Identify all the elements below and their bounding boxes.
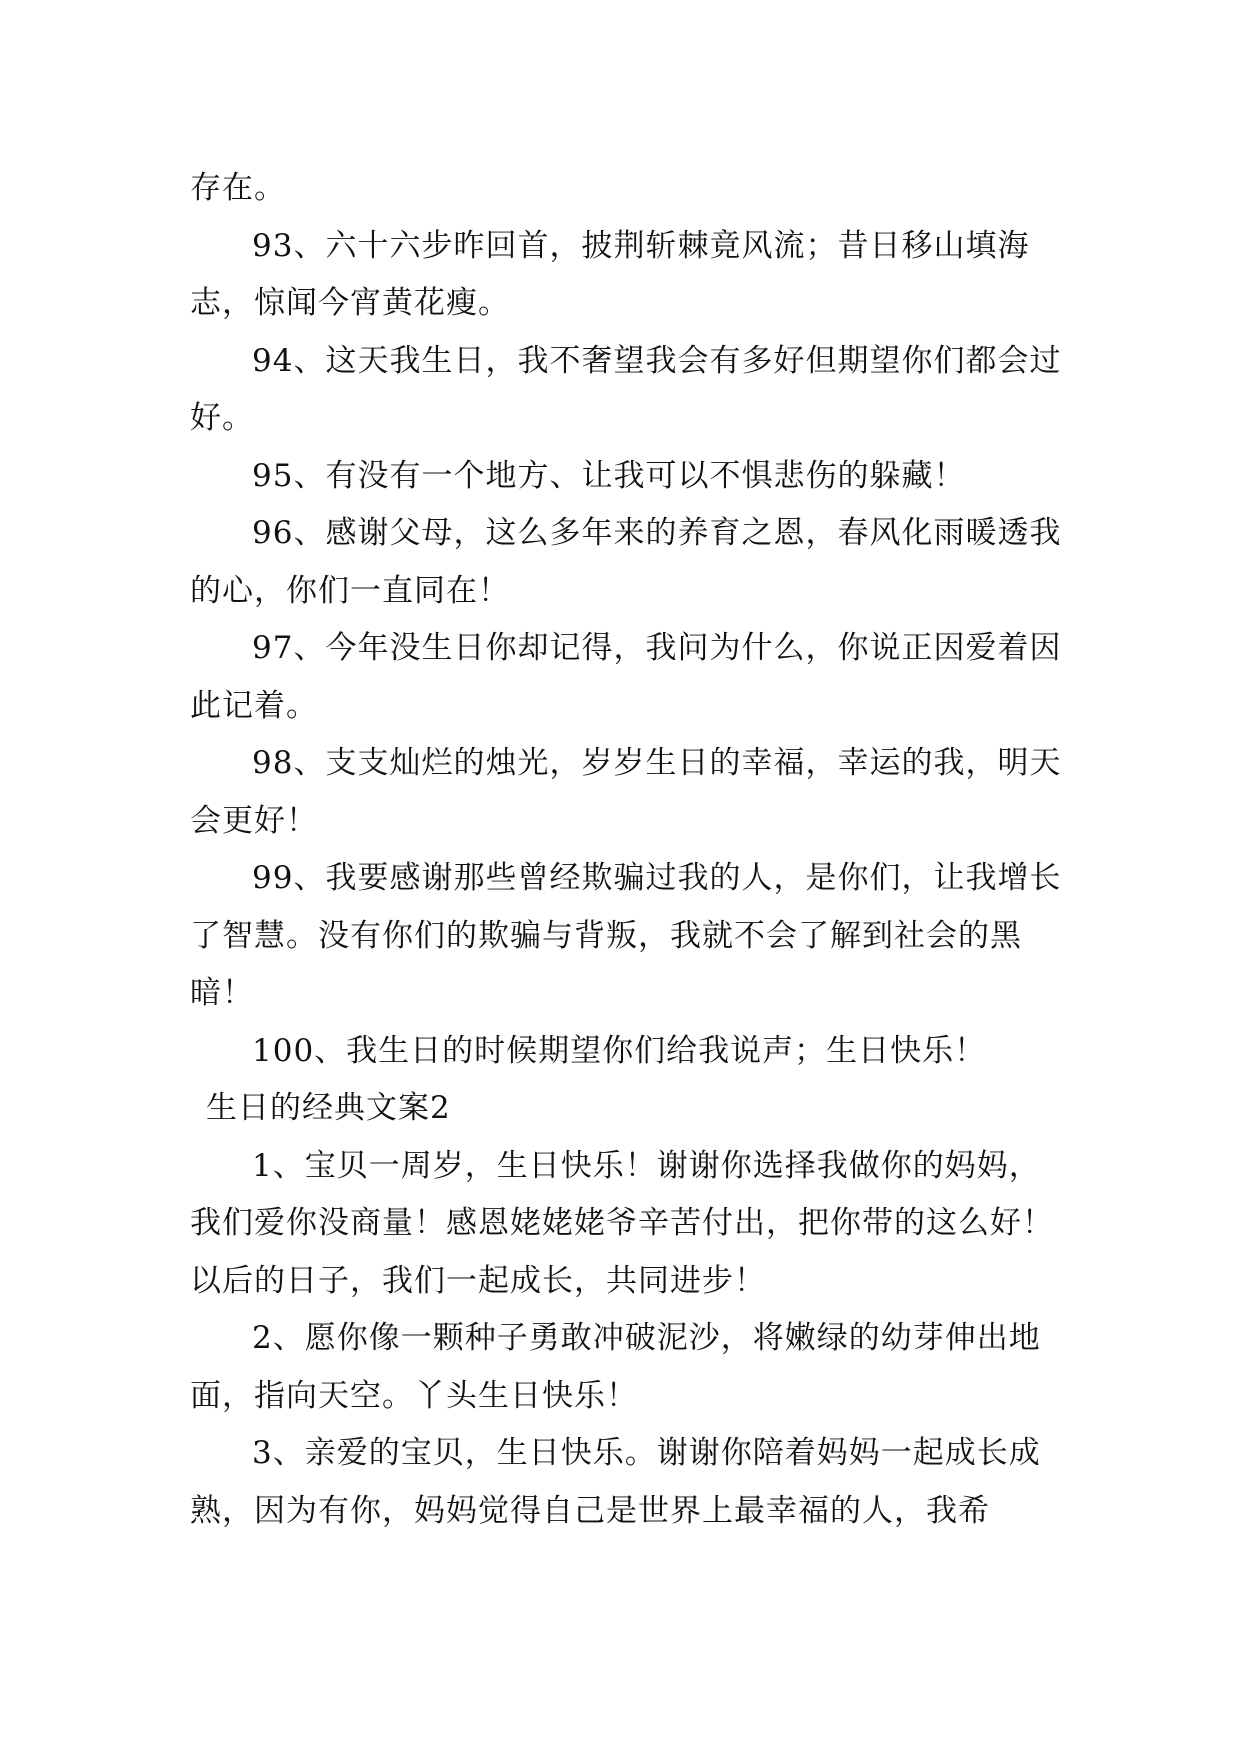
paragraph-item-98: 98、支支灿烂的烛光，岁岁生日的幸福，幸运的我，明天会更好！ [190, 745, 1062, 839]
paragraph-item-3: 3、亲爱的宝贝，生日快乐。谢谢你陪着妈妈一起成长成熟，因为有你，妈妈觉得自己是世界上最幸福的人，我希 [190, 1435, 1041, 1529]
paragraph-item-95: 95、有没有一个地方、让我可以不惧悲伤的躲藏！ [252, 457, 966, 494]
paragraph-item-96: 96、感谢父母，这么多年来的养育之恩，春风化雨暖透我的心，你们一直同在！ [190, 515, 1062, 609]
paragraph-item-99: 99、我要感谢那些曾经欺骗过我的人，是你们，让我增长了智慧。没有你们的欺骗与背叛，我就不会了解到社会的黑暗！ [190, 860, 1062, 1011]
section-heading: 生日的经典文案2 [206, 1090, 451, 1126]
paragraph-item-93: 93、六十六步昨回首，披荆斩棘竟风流；昔日移山填海志，惊闻今宵黄花瘦。 [190, 227, 1030, 321]
paragraph-item-100: 100、我生日的时候期望你们给我说声；生日快乐！ [252, 1032, 987, 1069]
paragraph-item-2: 2、愿你像一颗种子勇敢冲破泥沙，将嫩绿的幼芽伸出地面，指向天空。丫头生日快乐！ [190, 1320, 1041, 1414]
paragraph-item-97: 97、今年没生日你却记得，我问为什么，你说正因爱着因此记着。 [190, 630, 1062, 724]
document-body [190, 160, 1070, 1540]
paragraph-item-1: 1、宝贝一周岁，生日快乐！谢谢你选择我做你的妈妈，我们爱你没商量！感恩姥姥姥爷辛苦付出，把你带的这么好！以后的日子，我们一起成长，共同进步！ [190, 1147, 1054, 1299]
paragraph-continuation: 存在。 [190, 170, 286, 206]
paragraph-item-94: 94、这天我生日，我不奢望我会有多好但期望你们都会过好。 [190, 342, 1062, 436]
